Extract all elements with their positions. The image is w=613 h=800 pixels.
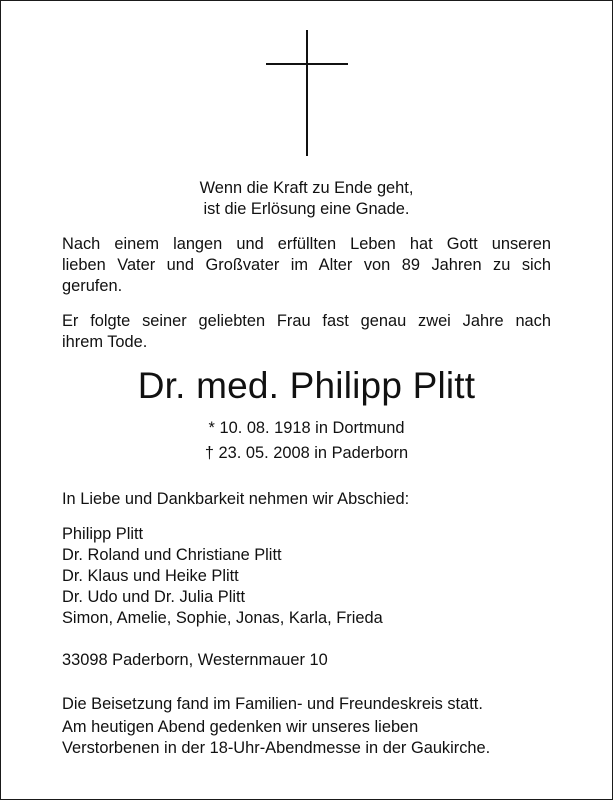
cross-icon [266, 30, 348, 156]
intro-line: Nach einem langen und erfüllten Leben hat Gott unseren [62, 235, 551, 253]
memorial-line: Verstorbenen in der 18-Uhr-Abendmesse in der Gaukirche. [62, 739, 491, 757]
motto-line: Wenn die Kraft zu Ende geht, [199, 179, 414, 197]
mourner-name: Simon, Amelie, Sophie, Jonas, Karla, Frieda [62, 609, 383, 627]
intro-line: gerufen. [62, 277, 123, 295]
burial-note: Die Beisetzung fand im Familien- und Freundeskreis statt. [62, 695, 483, 713]
deceased-name: Dr. med. Philipp Plitt [137, 365, 476, 406]
motto [62, 178, 551, 220]
death-date: † 23. 05. 2008 in Paderborn [204, 444, 409, 462]
mourner-name: Dr. Udo und Dr. Julia Plitt [62, 588, 246, 606]
followed-line: ihrem Tode. [62, 333, 148, 351]
mourners-list [62, 524, 551, 629]
followed-line: Er folgte seiner geliebten Frau fast genau zwei Jahre nach [62, 312, 551, 330]
mourner-name: Dr. Roland und Christiane Plitt [62, 546, 282, 564]
birth-date: * 10. 08. 1918 in Dortmund [208, 419, 405, 437]
mourner-name: Dr. Klaus und Heike Plitt [62, 567, 239, 585]
address: 33098 Paderborn, Westernmauer 10 [62, 651, 328, 669]
mourner-name: Philipp Plitt [62, 525, 144, 543]
intro-line: lieben Vater und Großvater im Alter von 89 Jahren zu sich [62, 256, 551, 274]
memorial-line: Am heutigen Abend gedenken wir unseres lieben [62, 718, 419, 736]
farewell-line: In Liebe und Dankbarkeit nehmen wir Abschied: [62, 490, 410, 508]
followed-paragraph [62, 311, 551, 353]
memorial-note [62, 717, 551, 759]
motto-line: ist die Erlösung eine Gnade. [203, 200, 410, 218]
intro-paragraph [62, 234, 551, 297]
